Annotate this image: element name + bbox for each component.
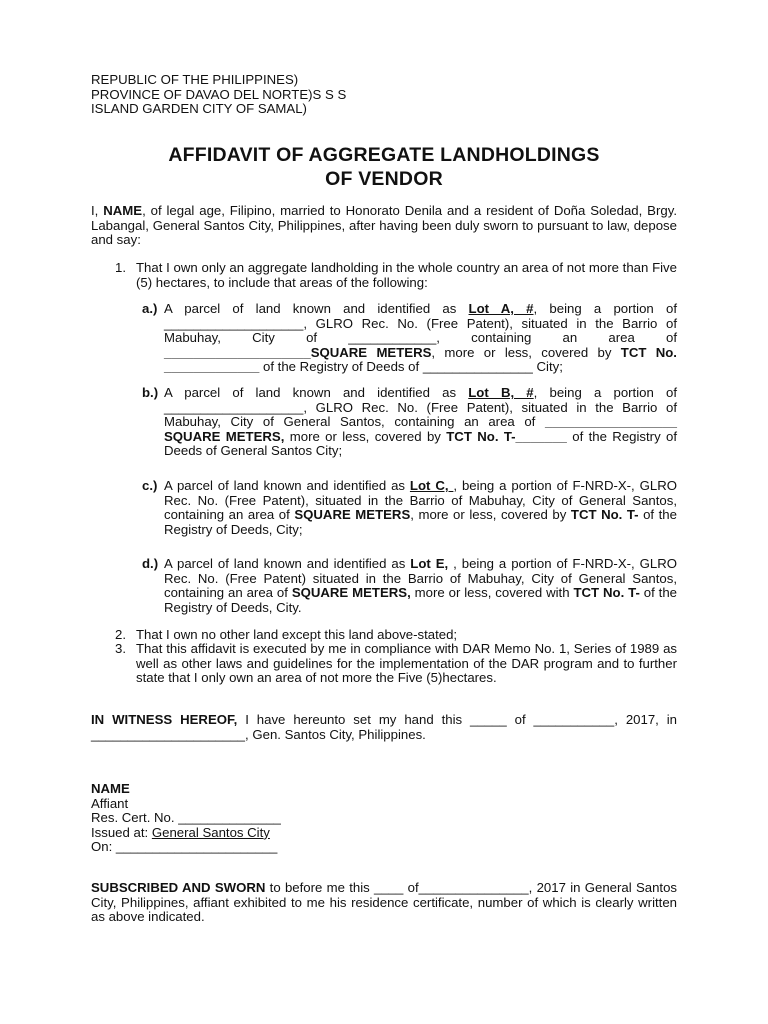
square-meters: SQUARE METERS, — [164, 428, 285, 444]
area-blank: __________________ — [544, 414, 677, 430]
parcel-text: , being a portion of F-NRD-X-, GLRO Rec. No. (Free Patent), situated in the Barrio of Mabuhay, City of General Santos, containing an area of — [164, 478, 677, 523]
parcel-text: of the Registry of Deeds, City. — [164, 585, 677, 615]
parcel-label: c.) — [142, 478, 158, 493]
jurat-text: to before me this ____ of_______________, 2017 in General Santos City, Philippines, affiant exhibited to me his residence certificate, number of which is clearly written as above indicated. — [91, 880, 677, 925]
parcel-text: more or less, covered by — [284, 428, 447, 444]
witness-text: I have hereunto set my hand this _____ of ___________, 2017, in _____________________, Gen. Santos City, Philippines. — [91, 712, 678, 742]
parcel-text: of the Registry of Deeds of _______________ City; — [259, 359, 563, 375]
venue-line: PROVINCE OF DAVAO DEL NORTE)S S S — [91, 86, 347, 102]
parcel-b-text — [164, 386, 677, 459]
parcel-text: , more or less, covered by — [431, 344, 621, 360]
item-3-text: That this affidavit is executed by me in compliance with DAR Memo No. 1, Series of 1989 as well as other laws and guidelines for the implementation of the DAR program and to further state that I only own an area of not more the Five (5)hectares. — [136, 641, 677, 686]
document-title — [60, 143, 708, 191]
item-2-text: That I own no other land except this land above-stated; — [136, 627, 458, 642]
parcel-text: A parcel of land known and identified as — [164, 556, 411, 571]
tct-number: TCT No. T-_______ — [446, 428, 567, 444]
parcel-text: of the Registry of Deeds, City; — [164, 507, 677, 537]
parcel-label: a.) — [142, 301, 158, 316]
tct-number: TCT No. _____________ — [164, 344, 677, 375]
parcel-text: , being a portion of ___________________, GLRO Rec. No. (Free Patent), situated in the Barrio of Mabuhay, City of ____________, containing an area of — [164, 301, 677, 346]
intro-prefix: I, — [91, 203, 104, 218]
parcel-text: of the Registry of Deeds of General Santos City; — [164, 428, 678, 459]
parcel-text: , more or less, covered by — [410, 507, 571, 523]
item-number: 1. — [115, 260, 126, 275]
venue-line: REPUBLIC OF THE PHILIPPINES) — [91, 72, 299, 87]
parcel-label: d.) — [142, 556, 159, 571]
lot-id: Lot E, — [410, 556, 454, 571]
venue-block — [91, 73, 346, 117]
affiant-signature-name: NAME — [91, 781, 130, 796]
affiant-name: NAME — [103, 203, 143, 218]
parcel-text: A parcel of land known and identified as — [164, 385, 469, 400]
parcel-text: , being a portion of F-NRD-X-, GLRO Rec. No. (Free Patent) situated in the Barrio of Mabuhay, City of General Santos, containing an area of — [164, 556, 677, 601]
witness-lead: IN WITNESS HEREOF, — [91, 712, 238, 727]
area-blank: ____________________ — [164, 344, 311, 360]
item-number: 2. — [115, 627, 126, 642]
parcel-d-text — [164, 557, 677, 615]
lot-id: Lot A, # — [468, 301, 534, 316]
tct-number: TCT No. T- — [570, 507, 639, 523]
jurat-paragraph — [91, 881, 677, 925]
on-line: On: ______________________ — [91, 839, 278, 855]
item-1-text: That I own only an aggregate landholding in the whole country an area of not more than Five (5) hectares, to include that areas of the following: — [136, 260, 677, 290]
witness-paragraph — [91, 713, 677, 742]
issued-label: Issued at: — [91, 824, 152, 840]
title-line: AFFIDAVIT OF AGGREGATE LANDHOLDINGS — [168, 144, 600, 166]
parcel-label: b.) — [142, 385, 159, 400]
intro-text: , of legal age, Filipino, married to Honorato Denila and a resident of Doña Soledad, Brgy. Labangal, General Santos City, Philippines, after having been duly sworn to pursuant to law, depose and say: — [91, 203, 677, 248]
lot-id: Lot B, # — [468, 385, 534, 400]
title-line: OF VENDOR — [325, 168, 443, 190]
res-cert-line: Res. Cert. No. ______________ — [91, 810, 281, 826]
intro-paragraph — [91, 204, 677, 248]
affiant-role: Affiant — [91, 795, 129, 811]
square-meters: SQUARE METERS, — [291, 585, 411, 601]
jurat-lead: SUBSCRIBED AND SWORN — [91, 880, 266, 895]
venue-line: ISLAND GARDEN CITY OF SAMAL) — [91, 101, 307, 117]
lot-id: Lot C, — [409, 478, 454, 493]
parcel-a-text — [164, 302, 677, 375]
issued-place: General Santos City — [151, 824, 270, 840]
parcel-text: , being a portion of ___________________, GLRO Rec. No. (Free Patent), situated in the Barrio of Mabuhay, City of General Santos, containing an area of — [164, 385, 677, 430]
issued-at-line — [91, 826, 281, 841]
item-number: 3. — [115, 641, 126, 656]
parcel-text: A parcel of land known and identified as — [164, 301, 469, 316]
parcel-text: A parcel of land known and identified as — [164, 478, 410, 493]
square-meters: SQUARE METERS — [310, 344, 432, 360]
parcel-c-text — [164, 479, 677, 537]
signature-block — [91, 782, 281, 855]
parcel-text: more or less, covered with — [410, 585, 574, 601]
tct-number: TCT No. T- — [573, 585, 640, 601]
square-meters: SQUARE METERS — [294, 507, 411, 523]
